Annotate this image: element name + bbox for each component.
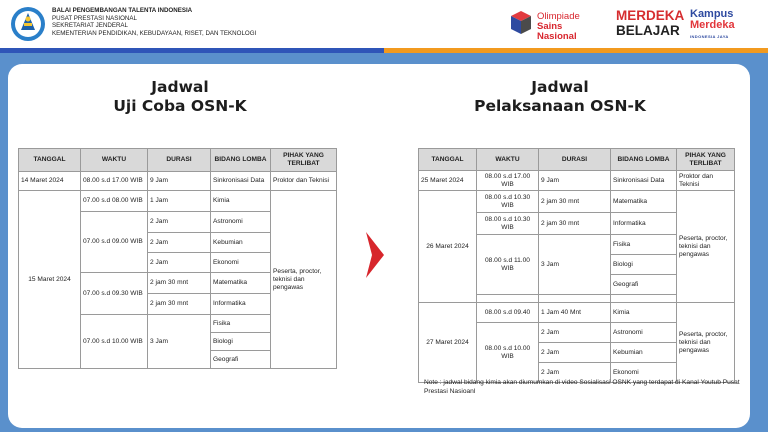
table-row <box>19 191 337 212</box>
field-cell: Astronomi <box>211 212 271 233</box>
duration-cell: 2 Jam <box>539 323 611 343</box>
left-title-line-2: Uji Coba OSN-K <box>113 97 247 115</box>
field-cell: Kimia <box>211 191 271 212</box>
time-cell: 07.00 s.d 09.30 WIB <box>81 273 148 315</box>
header-tanggal: TANGGAL <box>19 149 81 172</box>
org-line-4: KEMENTERIAN PENDIDIKAN, KEBUDAYAAN, RISET, DAN TEKNOLOGI <box>52 29 257 37</box>
duration-cell: 2 Jam <box>148 233 211 253</box>
date-cell: 14 Maret 2024 <box>19 172 81 191</box>
osn-line-3: Nasional <box>537 31 577 42</box>
tut-wuri-handayani-logo-icon <box>10 6 46 42</box>
field-cell: Sinkronisasi Data <box>611 171 677 191</box>
field-cell: Astronomi <box>611 323 677 343</box>
field-cell: Fisika <box>211 315 271 333</box>
field-cell: Informatika <box>211 294 271 315</box>
merdeka-word: MERDEKA <box>616 8 685 23</box>
osn-logo-text <box>537 12 580 42</box>
field-cell: Kimia <box>611 303 677 323</box>
kampus-merdeka-logo <box>690 9 735 42</box>
right-title <box>410 78 710 116</box>
right-title-line-2: Pelaksanaan OSN-K <box>474 97 646 115</box>
field-cell: Geografi <box>211 351 271 369</box>
table-row <box>419 191 735 213</box>
field-cell: Biologi <box>611 255 677 275</box>
kampus-word: Kampus <box>690 8 734 20</box>
field-cell: Geografi <box>611 275 677 295</box>
field-cell: Sinkronisasi Data <box>211 172 271 191</box>
merdeka-word-2: Merdeka <box>690 19 735 31</box>
party-cell: Peserta, proctor, teknisi dan pengawas <box>271 191 337 369</box>
org-line-1: BALAI PENGEMBANGAN TALENTA INDONESIA <box>52 7 193 14</box>
time-cell: 08.00 s.d 17.00 WIB <box>477 171 539 191</box>
duration-cell: 2 jam 30 mnt <box>148 294 211 315</box>
header-waktu: WAKTU <box>477 149 539 171</box>
pelaksanaan-table <box>418 148 735 383</box>
schedule-note: Note : jadwal bidang kimia akan diumumkan di video Sosialisasi OSNK yang terdapat di Kanal Youtub Pusat Prestasi Nasioanl <box>424 379 740 395</box>
left-title-line-1: Jadwal <box>151 78 209 96</box>
date-cell: 25 Maret 2024 <box>419 171 477 191</box>
field-cell: Ekonomi <box>611 363 677 383</box>
time-cell: 08.00 s.d 10.00 WIB <box>477 323 539 383</box>
time-cell: 07.00 s.d 08.00 WIB <box>81 191 148 212</box>
duration-cell: 9 Jam <box>539 171 611 191</box>
date-cell: 15 Maret 2024 <box>19 191 81 369</box>
time-cell: 07.00 s.d 09.00 WIB <box>81 212 148 273</box>
right-title-line-1: Jadwal <box>531 78 589 96</box>
time-cell: 07.00 s.d 10.00 WIB <box>81 315 148 369</box>
merdeka-belajar-logo <box>616 8 684 38</box>
field-cell: Informatika <box>611 213 677 235</box>
duration-cell: 2 Jam <box>148 253 211 273</box>
table-header-row <box>419 149 735 171</box>
duration-cell: 2 Jam <box>539 363 611 383</box>
duration-cell: 2 jam 30 mnt <box>539 213 611 235</box>
header-waktu: WAKTU <box>81 149 148 172</box>
uji-coba-table <box>18 148 337 369</box>
duration-cell: 1 Jam <box>148 191 211 212</box>
field-cell: Fisika <box>611 235 677 255</box>
header-tanggal: TANGGAL <box>419 149 477 171</box>
party-cell: Peserta, proctor, teknisi dan pengawas <box>677 303 735 383</box>
osn-line-1: Olimpiade <box>537 11 580 22</box>
duration-cell: 2 jam 30 mnt <box>148 273 211 294</box>
date-cell: 27 Maret 2024 <box>419 303 477 383</box>
duration-cell: 3 Jam <box>539 235 611 295</box>
chevron-right-icon <box>366 232 384 278</box>
header-durasi: DURASI <box>539 149 611 171</box>
field-cell: Ekonomi <box>211 253 271 273</box>
field-cell: Kebumian <box>611 343 677 363</box>
header-bidang: BIDANG LOMBA <box>211 149 271 172</box>
organization-text <box>52 7 256 37</box>
header-pihak: PIHAK YANG TERLIBAT <box>677 149 735 171</box>
duration-cell: 2 jam 30 mnt <box>539 191 611 213</box>
left-title <box>30 78 330 116</box>
time-cell: 08.00 s.d 10.30 WIB <box>477 213 539 235</box>
duration-cell: 9 Jam <box>148 172 211 191</box>
duration-cell: 3 Jam <box>148 315 211 369</box>
party-cell: Proktor dan Teknisi <box>271 172 337 191</box>
time-cell: 08.00 s.d 09.40 <box>477 303 539 323</box>
table-row <box>19 172 337 191</box>
duration-cell: 2 Jam <box>539 343 611 363</box>
field-cell: Matematika <box>611 191 677 213</box>
belajar-word: BELAJAR <box>616 23 680 38</box>
time-cell: 08.00 s.d 17.00 WIB <box>81 172 148 191</box>
table-row <box>419 171 735 191</box>
time-cell: 08.00 s.d 10.30 WIB <box>477 191 539 213</box>
header-bar <box>0 0 768 48</box>
field-cell: Biologi <box>211 333 271 351</box>
header-durasi: DURASI <box>148 149 211 172</box>
time-cell: 08.00 s.d 11.00 WIB <box>477 235 539 295</box>
indonesia-jaya-tagline: INDONESIA JAYA <box>690 34 729 39</box>
table-header-row <box>19 149 337 172</box>
party-cell: Proktor dan Teknisi <box>677 171 735 191</box>
party-cell: Peserta, proctor, teknisi dan pengawas <box>677 191 735 303</box>
header-pihak: PIHAK YANG TERLIBAT <box>271 149 337 172</box>
org-line-3: SEKRETARIAT JENDERAL <box>52 22 128 30</box>
table-row <box>419 303 735 323</box>
org-line-2: PUSAT PRESTASI NASIONAL <box>52 14 137 22</box>
duration-cell: 2 Jam <box>148 212 211 233</box>
header-bidang: BIDANG LOMBA <box>611 149 677 171</box>
osn-line-2: Sains <box>537 21 563 32</box>
header-stripe <box>0 48 768 53</box>
duration-cell: 1 Jam 40 Mnt <box>539 303 611 323</box>
date-cell: 26 Maret 2024 <box>419 191 477 303</box>
field-cell: Matematika <box>211 273 271 294</box>
field-cell: Kebumian <box>211 233 271 253</box>
